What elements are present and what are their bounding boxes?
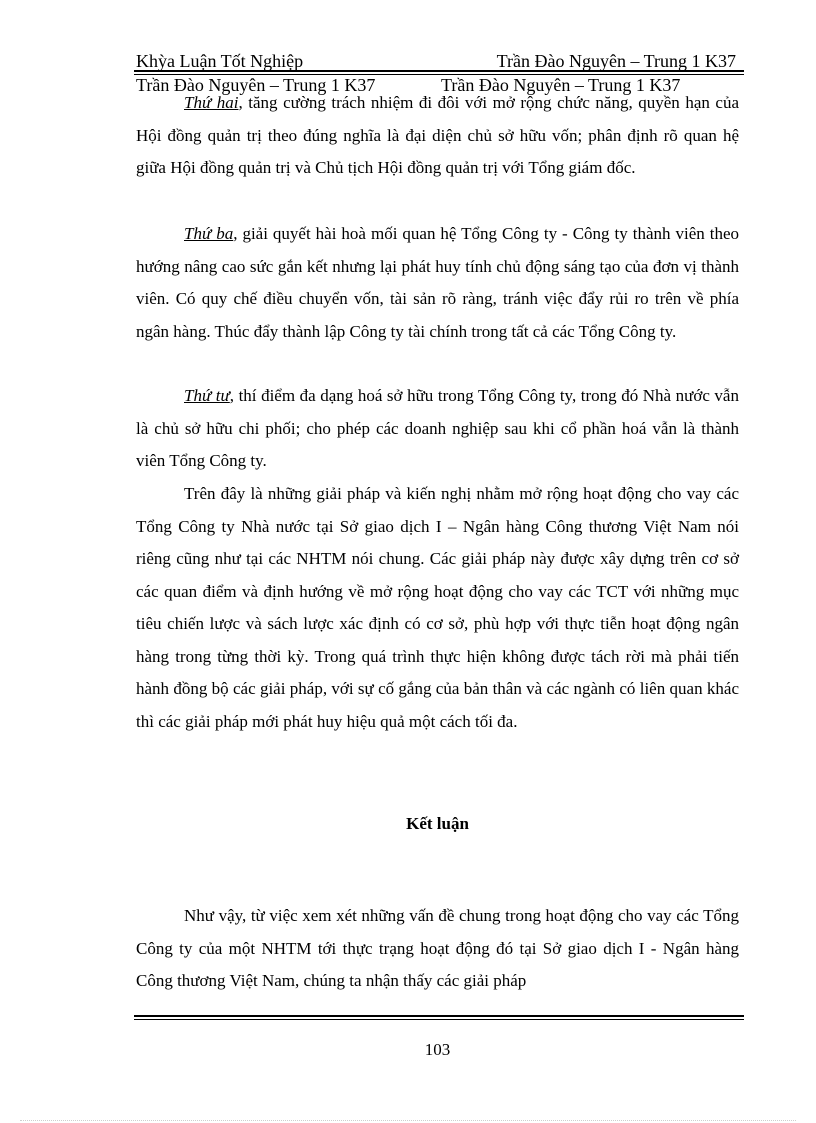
running-header — [136, 50, 744, 72]
header-author-repeat: Trần Đào Nguyên – Trung 1 K37 — [136, 75, 376, 95]
paragraph — [136, 380, 739, 478]
header-author-repeat: Trần Đào Nguyên – Trung 1 K37 — [441, 75, 681, 95]
paragraph-lead: Thứ hai — [184, 93, 239, 112]
paragraph — [136, 218, 739, 348]
paragraph-text: Trên đây là những giải pháp và kiến nghị nhằm mở rộng hoạt động cho vay các Tổng Công ty Nhà nước tại Sở giao dịch I – Ngân hàng Công thương Việt Nam nói riêng cũng như tại các NHTM nói chung. Các giải pháp này được xây dựng trên cơ sở các quan điểm và định hướng về mở rộng hoạt động cho vay các TCT với những mục tiêu chiến lược và sách lược xác định có cơ sở, phù hợp với thực tiễn hoạt động ngân hàng trong từng thời kỳ. Trong quá trình thực hiện không được tách rời mà phải tiến hành đồng bộ các giải pháp, với sự cố gắng của bản thân và các ngành có liên quan khác thì các giải pháp mới phát huy hiệu quả một cách tối đa. — [136, 484, 739, 731]
paragraph — [136, 87, 739, 185]
footer-rule — [134, 1015, 744, 1020]
header-author: Trần Đào Nguyên – Trung 1 K37 — [496, 51, 736, 71]
paragraph — [136, 478, 739, 738]
page-edge-divider — [20, 1120, 796, 1121]
paragraph-lead: Thứ ba — [184, 224, 234, 243]
page-number: 103 — [424, 1040, 451, 1059]
conclusion-paragraph: Như vậy, từ việc xem xét những vấn đề chung trong hoạt động cho vay các Tổng Công ty của một NHTM tới thực trạng hoạt động đó tại Sở giao dịch I - Ngân hàng Công thương Việt Nam, chúng ta nhận thấy các giải pháp — [136, 906, 739, 990]
header-thesis-title: Khỳa Luận Tốt Nghiệp — [136, 51, 304, 71]
paragraph-text: , giải quyết hài hoà mối quan hệ Tổng Công ty - Công ty thành viên theo hướng nâng cao sức gắn kết nhưng lại phát huy tính chủ động sáng tạo của đơn vị thành viên. Có quy chế điều chuyển vốn, tài sản rõ ràng, tránh việc đẩy rủi ro trên về phía ngân hàng. Thúc đẩy thành lập Công ty tài chính trong tất cả các Tổng Công ty. — [136, 224, 739, 341]
paragraph-lead: Thứ tư — [184, 386, 230, 405]
paragraph-text: , tăng cường trách nhiệm đi đôi với mở rộng chức năng, quyền hạn của Hội đồng quản trị theo đúng nghĩa là đại diện chủ sở hữu vốn; phân định rõ quan hệ giữa Hội đồng quản trị và Chủ tịch Hội đồng quản trị với Tổng giám đốc. — [136, 93, 739, 177]
paragraph-text: , thí điểm đa dạng hoá sở hữu trong Tổng Công ty, trong đó Nhà nước vẫn là chủ sở hữu chi phối; cho phép các doanh nghiệp sau khi cổ phần hoá vẫn là thành viên Tổng Công ty. — [136, 386, 739, 470]
section-heading: Kết luận — [406, 814, 469, 833]
